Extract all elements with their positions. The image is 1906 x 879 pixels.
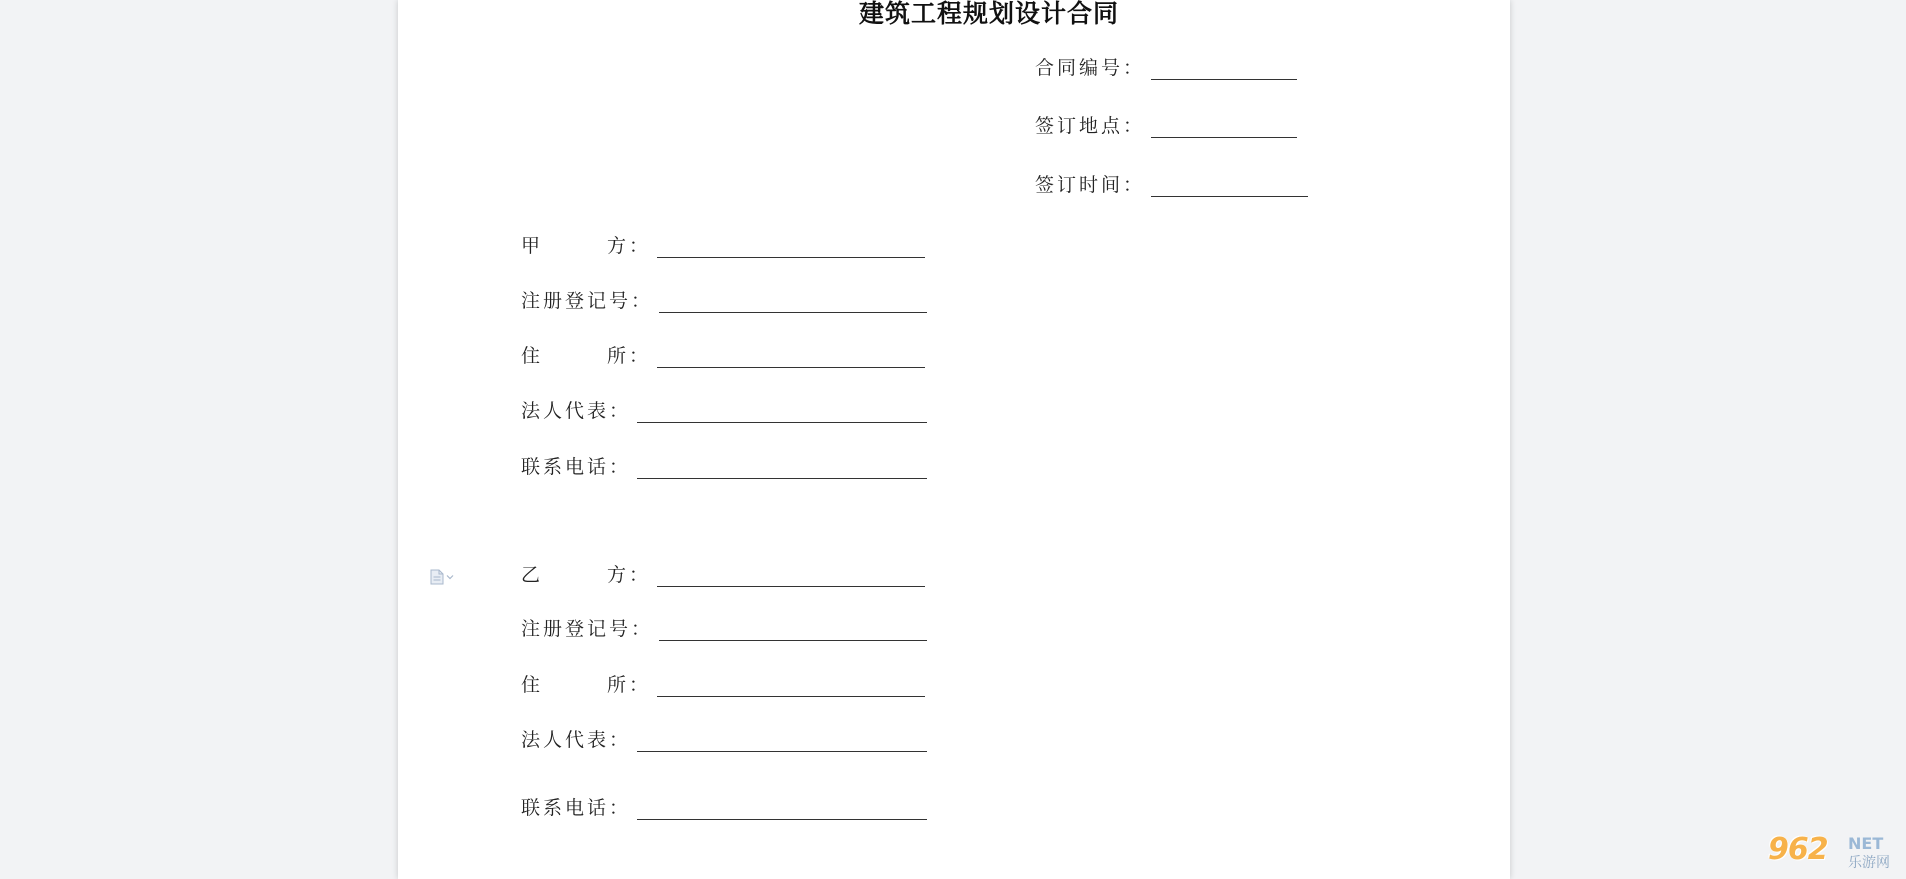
party-b-name-field: [521, 563, 925, 587]
party-a-address-label-start: 住: [521, 345, 544, 367]
party-a-registration-blank[interactable]: [659, 292, 927, 313]
watermark-site-name: 乐游网: [1848, 855, 1890, 871]
party-b-address-label-start: 住: [521, 674, 544, 696]
party-a-label-end: 方：: [607, 235, 652, 257]
party-b-registration-field: [521, 617, 927, 641]
party-a-address-label-end: 所：: [607, 345, 652, 367]
party-a-legal-rep-label: 法人代表：: [521, 400, 632, 422]
signing-time-blank[interactable]: [1151, 176, 1308, 197]
signing-time-field: [1035, 173, 1308, 197]
party-a-phone-blank[interactable]: [637, 458, 927, 479]
party-b-registration-blank[interactable]: [659, 620, 927, 641]
contract-number-field: [1035, 56, 1297, 80]
party-a-address-field: [521, 344, 925, 368]
party-b-address-field: [521, 673, 925, 697]
party-b-legal-rep-field: [521, 728, 927, 752]
party-b-label-start: 乙: [521, 564, 544, 586]
party-a-name-blank[interactable]: [657, 237, 925, 258]
party-a-registration-field: [521, 289, 927, 313]
document-page: [398, 0, 1510, 879]
paragraph-marker[interactable]: [430, 568, 458, 586]
signing-place-blank[interactable]: [1151, 117, 1297, 138]
watermark-suffix: NET: [1848, 834, 1884, 853]
party-a-registration-label: 注册登记号：: [521, 290, 654, 312]
watermark-number: 962: [1768, 832, 1828, 867]
document-title: 建筑工程规划设计合同: [858, 0, 1119, 28]
party-b-phone-blank[interactable]: [637, 799, 927, 820]
party-a-phone-label: 联系电话：: [521, 456, 632, 478]
party-b-name-blank[interactable]: [657, 566, 925, 587]
party-b-registration-label: 注册登记号：: [521, 618, 654, 640]
party-a-name-field: [521, 234, 925, 258]
party-b-address-blank[interactable]: [657, 676, 925, 697]
contract-number-label: 合同编号：: [1035, 57, 1146, 79]
party-a-legal-rep-blank[interactable]: [637, 402, 927, 423]
party-b-phone-label: 联系电话：: [521, 797, 632, 819]
party-a-phone-field: [521, 455, 927, 479]
party-a-address-blank[interactable]: [657, 347, 925, 368]
document-icon: [430, 569, 444, 585]
party-b-phone-field: [521, 796, 927, 820]
signing-place-field: [1035, 114, 1297, 138]
party-a-legal-rep-field: [521, 399, 927, 423]
party-a-label-start: 甲: [521, 235, 544, 257]
party-b-label-end: 方：: [607, 564, 652, 586]
contract-number-blank[interactable]: [1151, 59, 1297, 80]
signing-time-label: 签订时间：: [1035, 174, 1146, 196]
party-b-legal-rep-label: 法人代表：: [521, 729, 632, 751]
site-watermark: [1768, 832, 1900, 874]
chevron-down-icon: [446, 574, 454, 580]
signing-place-label: 签订地点：: [1035, 115, 1146, 137]
party-b-legal-rep-blank[interactable]: [637, 731, 927, 752]
party-b-address-label-end: 所：: [607, 674, 652, 696]
